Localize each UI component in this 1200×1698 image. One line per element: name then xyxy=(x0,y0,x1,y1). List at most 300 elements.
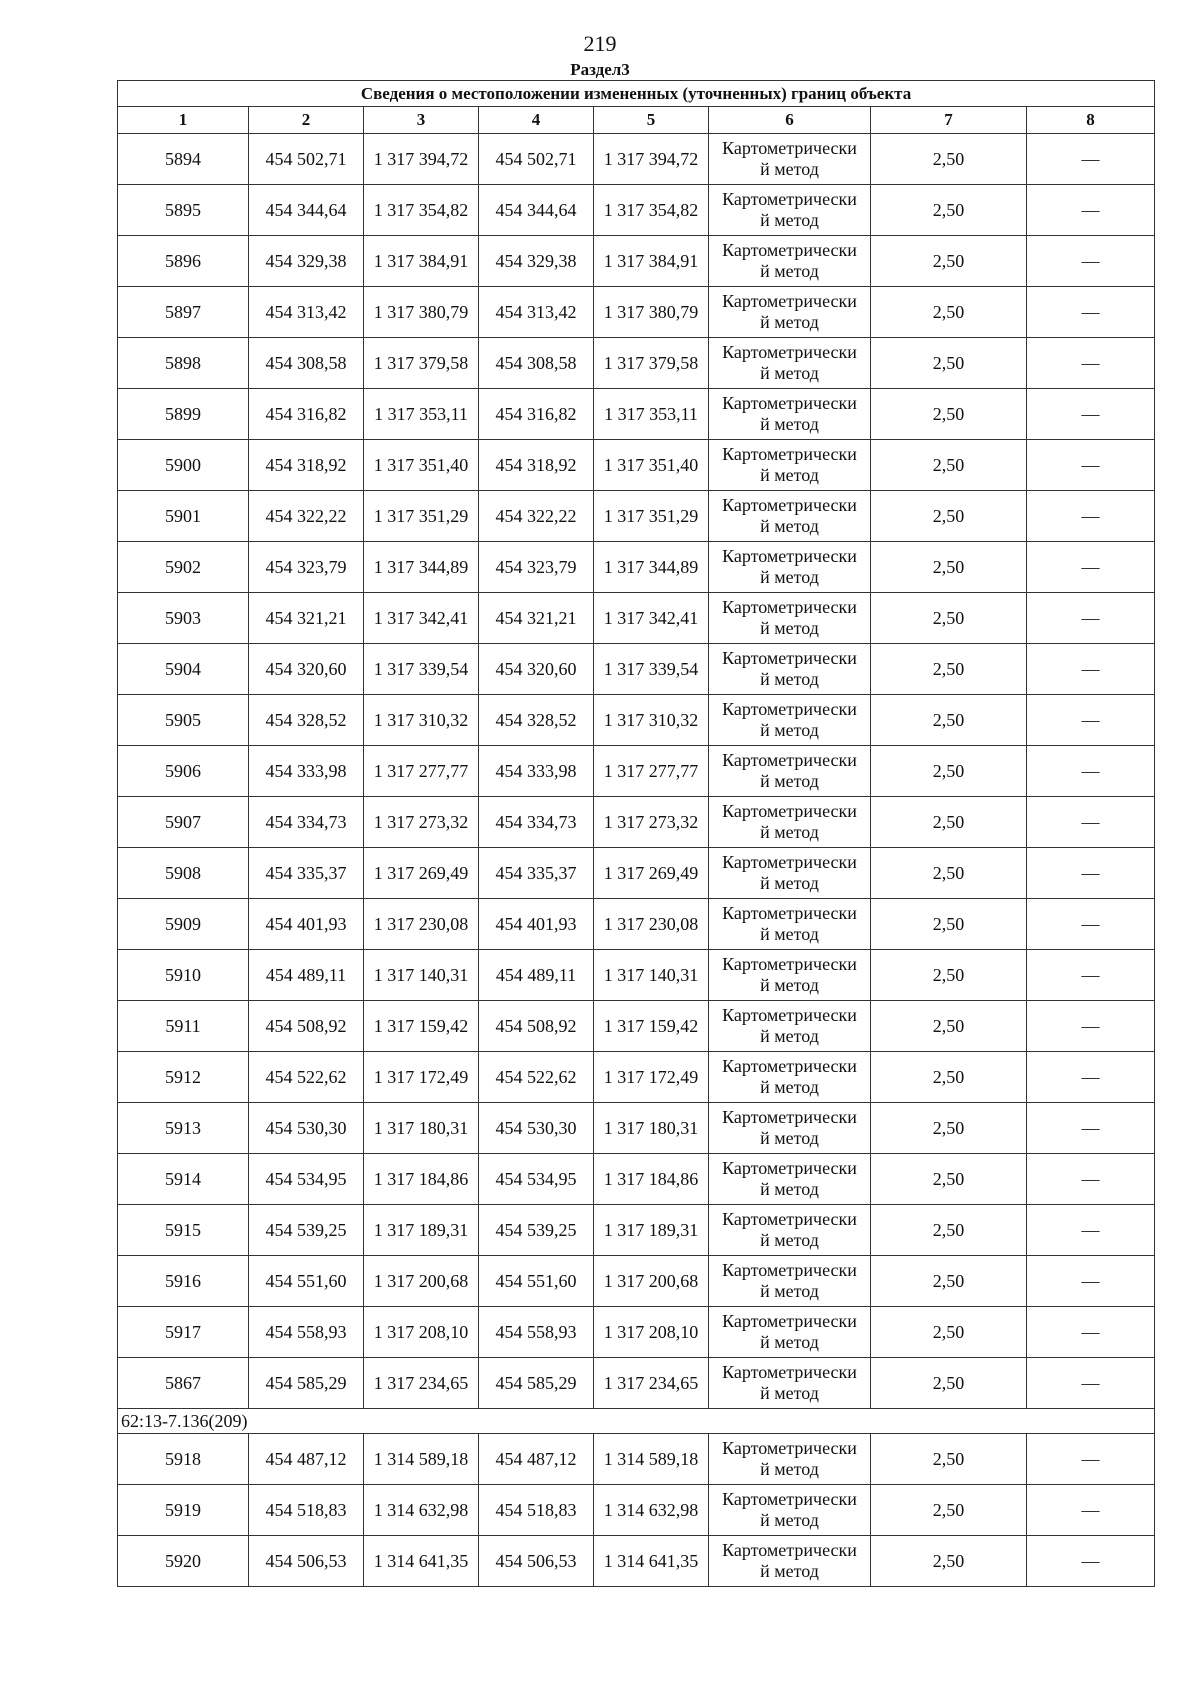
table-row xyxy=(118,644,1155,695)
method-line: Картометрически xyxy=(722,801,857,821)
group-label: 62:13-7.136(209) xyxy=(118,1409,1155,1434)
table-row xyxy=(118,1485,1155,1536)
point-number-cell: 5904 xyxy=(118,644,249,695)
y-existing-cell: 1 317 189,31 xyxy=(364,1205,479,1256)
x-new-cell: 454 530,30 xyxy=(479,1103,594,1154)
method-line: й метод xyxy=(760,1510,819,1530)
method-cell xyxy=(709,287,871,338)
method-line: й метод xyxy=(760,1332,819,1352)
method-line: Картометрически xyxy=(722,1438,857,1458)
x-new-cell: 454 585,29 xyxy=(479,1358,594,1409)
point-number-cell: 5902 xyxy=(118,542,249,593)
x-new-cell: 454 320,60 xyxy=(479,644,594,695)
x-new-cell: 454 329,38 xyxy=(479,236,594,287)
method-line: й метод xyxy=(760,414,819,434)
note-cell: — xyxy=(1027,440,1155,491)
accuracy-cell: 2,50 xyxy=(871,236,1027,287)
note-cell: — xyxy=(1027,746,1155,797)
y-existing-cell: 1 317 380,79 xyxy=(364,287,479,338)
method-line: Картометрически xyxy=(722,1209,857,1229)
table-row xyxy=(118,1052,1155,1103)
x-existing-cell: 454 329,38 xyxy=(249,236,364,287)
x-existing-cell: 454 344,64 xyxy=(249,185,364,236)
x-new-cell: 454 508,92 xyxy=(479,1001,594,1052)
x-existing-cell: 454 320,60 xyxy=(249,644,364,695)
method-line: Картометрически xyxy=(722,954,857,974)
table-caption: Сведения о местоположении измененных (уточненных) границ объекта xyxy=(118,81,1155,107)
accuracy-cell: 2,50 xyxy=(871,1256,1027,1307)
table-row xyxy=(118,1103,1155,1154)
y-new-cell: 1 317 310,32 xyxy=(594,695,709,746)
x-existing-cell: 454 502,71 xyxy=(249,134,364,185)
method-line: й метод xyxy=(760,1230,819,1250)
method-line: Картометрически xyxy=(722,1489,857,1509)
y-existing-cell: 1 317 230,08 xyxy=(364,899,479,950)
method-line: Картометрически xyxy=(722,750,857,770)
table-row xyxy=(118,338,1155,389)
x-new-cell: 454 335,37 xyxy=(479,848,594,899)
note-cell: — xyxy=(1027,287,1155,338)
method-line: й метод xyxy=(760,210,819,230)
method-line: Картометрически xyxy=(722,342,857,362)
x-existing-cell: 454 489,11 xyxy=(249,950,364,1001)
note-cell: — xyxy=(1027,1103,1155,1154)
y-existing-cell: 1 317 354,82 xyxy=(364,185,479,236)
point-number-cell: 5918 xyxy=(118,1434,249,1485)
note-cell: — xyxy=(1027,389,1155,440)
point-number-cell: 5909 xyxy=(118,899,249,950)
point-number-cell: 5920 xyxy=(118,1536,249,1587)
x-existing-cell: 454 551,60 xyxy=(249,1256,364,1307)
point-number-cell: 5914 xyxy=(118,1154,249,1205)
table-row xyxy=(118,899,1155,950)
method-line: й метод xyxy=(760,567,819,587)
y-new-cell: 1 317 380,79 xyxy=(594,287,709,338)
y-new-cell: 1 317 344,89 xyxy=(594,542,709,593)
y-existing-cell: 1 314 632,98 xyxy=(364,1485,479,1536)
method-line: Картометрически xyxy=(722,1005,857,1025)
x-existing-cell: 454 316,82 xyxy=(249,389,364,440)
method-line: Картометрически xyxy=(722,1056,857,1076)
y-new-cell: 1 314 632,98 xyxy=(594,1485,709,1536)
x-new-cell: 454 313,42 xyxy=(479,287,594,338)
method-cell xyxy=(709,899,871,950)
x-new-cell: 454 334,73 xyxy=(479,797,594,848)
y-existing-cell: 1 317 277,77 xyxy=(364,746,479,797)
accuracy-cell: 2,50 xyxy=(871,746,1027,797)
y-existing-cell: 1 317 310,32 xyxy=(364,695,479,746)
method-line: й метод xyxy=(760,822,819,842)
y-existing-cell: 1 317 342,41 xyxy=(364,593,479,644)
point-number-cell: 5910 xyxy=(118,950,249,1001)
method-line: й метод xyxy=(760,516,819,536)
table-row xyxy=(118,848,1155,899)
method-line: й метод xyxy=(760,1077,819,1097)
y-new-cell: 1 317 277,77 xyxy=(594,746,709,797)
column-number: 4 xyxy=(479,107,594,134)
method-cell xyxy=(709,746,871,797)
method-line: Картометрически xyxy=(722,393,857,413)
point-number-cell: 5899 xyxy=(118,389,249,440)
method-line: й метод xyxy=(760,261,819,281)
method-line: Картометрически xyxy=(722,1158,857,1178)
column-number: 8 xyxy=(1027,107,1155,134)
method-cell xyxy=(709,593,871,644)
table-row xyxy=(118,1154,1155,1205)
y-existing-cell: 1 317 339,54 xyxy=(364,644,479,695)
method-cell xyxy=(709,1536,871,1587)
x-new-cell: 454 518,83 xyxy=(479,1485,594,1536)
x-new-cell: 454 551,60 xyxy=(479,1256,594,1307)
x-existing-cell: 454 539,25 xyxy=(249,1205,364,1256)
note-cell: — xyxy=(1027,185,1155,236)
method-line: й метод xyxy=(760,1281,819,1301)
point-number-cell: 5915 xyxy=(118,1205,249,1256)
x-existing-cell: 454 508,92 xyxy=(249,1001,364,1052)
point-number-cell: 5912 xyxy=(118,1052,249,1103)
point-number-cell: 5908 xyxy=(118,848,249,899)
y-existing-cell: 1 317 172,49 xyxy=(364,1052,479,1103)
method-line: Картометрически xyxy=(722,546,857,566)
table-row xyxy=(118,1307,1155,1358)
accuracy-cell: 2,50 xyxy=(871,899,1027,950)
y-new-cell: 1 317 351,40 xyxy=(594,440,709,491)
note-cell: — xyxy=(1027,134,1155,185)
accuracy-cell: 2,50 xyxy=(871,389,1027,440)
method-line: й метод xyxy=(760,1179,819,1199)
y-existing-cell: 1 317 200,68 xyxy=(364,1256,479,1307)
method-cell xyxy=(709,491,871,542)
y-existing-cell: 1 317 379,58 xyxy=(364,338,479,389)
y-existing-cell: 1 317 351,40 xyxy=(364,440,479,491)
method-line: Картометрически xyxy=(722,699,857,719)
accuracy-cell: 2,50 xyxy=(871,950,1027,1001)
point-number-cell: 5895 xyxy=(118,185,249,236)
method-line: Картометрически xyxy=(722,1107,857,1127)
method-cell xyxy=(709,1205,871,1256)
x-existing-cell: 454 323,79 xyxy=(249,542,364,593)
method-cell xyxy=(709,389,871,440)
note-cell: — xyxy=(1027,1256,1155,1307)
point-number-cell: 5896 xyxy=(118,236,249,287)
y-existing-cell: 1 317 159,42 xyxy=(364,1001,479,1052)
accuracy-cell: 2,50 xyxy=(871,1536,1027,1587)
method-cell xyxy=(709,1307,871,1358)
y-existing-cell: 1 317 180,31 xyxy=(364,1103,479,1154)
method-line: й метод xyxy=(760,873,819,893)
column-number: 5 xyxy=(594,107,709,134)
x-existing-cell: 454 334,73 xyxy=(249,797,364,848)
y-new-cell: 1 317 354,82 xyxy=(594,185,709,236)
page-number: 219 xyxy=(583,31,617,56)
method-cell xyxy=(709,1154,871,1205)
table-row xyxy=(118,236,1155,287)
y-new-cell: 1 317 394,72 xyxy=(594,134,709,185)
x-existing-cell: 454 534,95 xyxy=(249,1154,364,1205)
x-new-cell: 454 323,79 xyxy=(479,542,594,593)
table-row xyxy=(118,1205,1155,1256)
x-existing-cell: 454 506,53 xyxy=(249,1536,364,1587)
accuracy-cell: 2,50 xyxy=(871,1052,1027,1103)
section-title: Раздел3 xyxy=(570,60,630,79)
y-existing-cell: 1 317 234,65 xyxy=(364,1358,479,1409)
method-cell xyxy=(709,1434,871,1485)
method-cell xyxy=(709,1052,871,1103)
x-existing-cell: 454 313,42 xyxy=(249,287,364,338)
method-line: й метод xyxy=(760,771,819,791)
x-existing-cell: 454 585,29 xyxy=(249,1358,364,1409)
accuracy-cell: 2,50 xyxy=(871,1358,1027,1409)
x-existing-cell: 454 335,37 xyxy=(249,848,364,899)
method-line: й метод xyxy=(760,465,819,485)
note-cell: — xyxy=(1027,1307,1155,1358)
accuracy-cell: 2,50 xyxy=(871,491,1027,542)
y-existing-cell: 1 317 273,32 xyxy=(364,797,479,848)
y-new-cell: 1 317 184,86 xyxy=(594,1154,709,1205)
y-existing-cell: 1 317 208,10 xyxy=(364,1307,479,1358)
note-cell: — xyxy=(1027,848,1155,899)
method-line: Картометрически xyxy=(722,1540,857,1560)
note-cell: — xyxy=(1027,695,1155,746)
method-cell xyxy=(709,950,871,1001)
table-row xyxy=(118,1256,1155,1307)
x-existing-cell: 454 518,83 xyxy=(249,1485,364,1536)
method-line: й метод xyxy=(760,975,819,995)
method-line: й метод xyxy=(760,1561,819,1581)
accuracy-cell: 2,50 xyxy=(871,1205,1027,1256)
accuracy-cell: 2,50 xyxy=(871,1001,1027,1052)
point-number-cell: 5919 xyxy=(118,1485,249,1536)
method-line: Картометрически xyxy=(722,189,857,209)
y-existing-cell: 1 314 589,18 xyxy=(364,1434,479,1485)
table-body xyxy=(118,134,1155,1587)
table-row xyxy=(118,134,1155,185)
accuracy-cell: 2,50 xyxy=(871,185,1027,236)
y-new-cell: 1 317 269,49 xyxy=(594,848,709,899)
x-existing-cell: 454 321,21 xyxy=(249,593,364,644)
method-line: й метод xyxy=(760,159,819,179)
point-number-cell: 5867 xyxy=(118,1358,249,1409)
method-line: й метод xyxy=(760,669,819,689)
column-number: 3 xyxy=(364,107,479,134)
method-cell xyxy=(709,440,871,491)
table-row xyxy=(118,1434,1155,1485)
accuracy-cell: 2,50 xyxy=(871,848,1027,899)
y-existing-cell: 1 317 344,89 xyxy=(364,542,479,593)
note-cell: — xyxy=(1027,236,1155,287)
table-row xyxy=(118,1536,1155,1587)
x-existing-cell: 454 522,62 xyxy=(249,1052,364,1103)
table-row xyxy=(118,1001,1155,1052)
method-cell xyxy=(709,185,871,236)
table-row xyxy=(118,1358,1155,1409)
x-new-cell: 454 318,92 xyxy=(479,440,594,491)
note-cell: — xyxy=(1027,1434,1155,1485)
table-row xyxy=(118,542,1155,593)
note-cell: — xyxy=(1027,542,1155,593)
point-number-cell: 5917 xyxy=(118,1307,249,1358)
method-line: Картометрически xyxy=(722,444,857,464)
accuracy-cell: 2,50 xyxy=(871,440,1027,491)
x-new-cell: 454 322,22 xyxy=(479,491,594,542)
table-row xyxy=(118,950,1155,1001)
point-number-cell: 5901 xyxy=(118,491,249,542)
x-new-cell: 454 344,64 xyxy=(479,185,594,236)
method-cell xyxy=(709,1256,871,1307)
method-line: Картометрически xyxy=(722,648,857,668)
y-new-cell: 1 317 140,31 xyxy=(594,950,709,1001)
coordinates-table xyxy=(117,80,1155,1587)
y-new-cell: 1 317 273,32 xyxy=(594,797,709,848)
y-new-cell: 1 317 208,10 xyxy=(594,1307,709,1358)
table-row xyxy=(118,185,1155,236)
y-new-cell: 1 317 234,65 xyxy=(594,1358,709,1409)
method-line: Картометрически xyxy=(722,1311,857,1331)
y-new-cell: 1 317 230,08 xyxy=(594,899,709,950)
x-existing-cell: 454 530,30 xyxy=(249,1103,364,1154)
method-line: Картометрически xyxy=(722,903,857,923)
note-cell: — xyxy=(1027,1052,1155,1103)
point-number-cell: 5911 xyxy=(118,1001,249,1052)
accuracy-cell: 2,50 xyxy=(871,542,1027,593)
method-line: й метод xyxy=(760,1459,819,1479)
x-new-cell: 454 489,11 xyxy=(479,950,594,1001)
y-existing-cell: 1 317 394,72 xyxy=(364,134,479,185)
column-number-row xyxy=(118,107,1155,134)
accuracy-cell: 2,50 xyxy=(871,1434,1027,1485)
y-existing-cell: 1 317 351,29 xyxy=(364,491,479,542)
method-cell xyxy=(709,1485,871,1536)
note-cell: — xyxy=(1027,950,1155,1001)
x-new-cell: 454 539,25 xyxy=(479,1205,594,1256)
method-line: й метод xyxy=(760,1383,819,1403)
y-new-cell: 1 317 172,49 xyxy=(594,1052,709,1103)
x-existing-cell: 454 308,58 xyxy=(249,338,364,389)
x-new-cell: 454 506,53 xyxy=(479,1536,594,1587)
note-cell: — xyxy=(1027,1358,1155,1409)
accuracy-cell: 2,50 xyxy=(871,338,1027,389)
accuracy-cell: 2,50 xyxy=(871,1307,1027,1358)
accuracy-cell: 2,50 xyxy=(871,644,1027,695)
y-existing-cell: 1 317 353,11 xyxy=(364,389,479,440)
method-line: й метод xyxy=(760,1128,819,1148)
point-number-cell: 5894 xyxy=(118,134,249,185)
table-row xyxy=(118,593,1155,644)
x-existing-cell: 454 322,22 xyxy=(249,491,364,542)
method-cell xyxy=(709,1001,871,1052)
x-existing-cell: 454 487,12 xyxy=(249,1434,364,1485)
y-new-cell: 1 317 189,31 xyxy=(594,1205,709,1256)
table-row xyxy=(118,287,1155,338)
point-number-cell: 5907 xyxy=(118,797,249,848)
note-cell: — xyxy=(1027,797,1155,848)
point-number-cell: 5913 xyxy=(118,1103,249,1154)
accuracy-cell: 2,50 xyxy=(871,287,1027,338)
accuracy-cell: 2,50 xyxy=(871,134,1027,185)
group-row xyxy=(118,1409,1155,1434)
method-cell xyxy=(709,134,871,185)
method-line: Картометрически xyxy=(722,852,857,872)
x-new-cell: 454 502,71 xyxy=(479,134,594,185)
method-line: й метод xyxy=(760,1026,819,1046)
x-new-cell: 454 328,52 xyxy=(479,695,594,746)
point-number-cell: 5903 xyxy=(118,593,249,644)
x-new-cell: 454 401,93 xyxy=(479,899,594,950)
method-line: Картометрически xyxy=(722,495,857,515)
method-cell xyxy=(709,1103,871,1154)
accuracy-cell: 2,50 xyxy=(871,1485,1027,1536)
x-new-cell: 454 487,12 xyxy=(479,1434,594,1485)
column-number: 6 xyxy=(709,107,871,134)
table-row xyxy=(118,440,1155,491)
table-row xyxy=(118,746,1155,797)
y-existing-cell: 1 317 384,91 xyxy=(364,236,479,287)
y-new-cell: 1 317 159,42 xyxy=(594,1001,709,1052)
accuracy-cell: 2,50 xyxy=(871,797,1027,848)
accuracy-cell: 2,50 xyxy=(871,593,1027,644)
note-cell: — xyxy=(1027,1001,1155,1052)
method-cell xyxy=(709,1358,871,1409)
method-cell xyxy=(709,695,871,746)
x-existing-cell: 454 401,93 xyxy=(249,899,364,950)
column-number: 1 xyxy=(118,107,249,134)
method-cell xyxy=(709,338,871,389)
method-line: Картометрически xyxy=(722,291,857,311)
y-existing-cell: 1 314 641,35 xyxy=(364,1536,479,1587)
note-cell: — xyxy=(1027,338,1155,389)
x-new-cell: 454 321,21 xyxy=(479,593,594,644)
y-existing-cell: 1 317 269,49 xyxy=(364,848,479,899)
table-row xyxy=(118,695,1155,746)
x-new-cell: 454 308,58 xyxy=(479,338,594,389)
method-line: й метод xyxy=(760,924,819,944)
method-line: й метод xyxy=(760,363,819,383)
note-cell: — xyxy=(1027,1205,1155,1256)
accuracy-cell: 2,50 xyxy=(871,695,1027,746)
y-existing-cell: 1 317 140,31 xyxy=(364,950,479,1001)
method-line: Картометрически xyxy=(722,597,857,617)
point-number-cell: 5906 xyxy=(118,746,249,797)
point-number-cell: 5905 xyxy=(118,695,249,746)
table-row xyxy=(118,797,1155,848)
x-existing-cell: 454 558,93 xyxy=(249,1307,364,1358)
note-cell: — xyxy=(1027,644,1155,695)
table-row xyxy=(118,491,1155,542)
y-new-cell: 1 317 339,54 xyxy=(594,644,709,695)
point-number-cell: 5900 xyxy=(118,440,249,491)
method-line: Картометрически xyxy=(722,240,857,260)
method-cell xyxy=(709,797,871,848)
x-new-cell: 454 522,62 xyxy=(479,1052,594,1103)
accuracy-cell: 2,50 xyxy=(871,1103,1027,1154)
y-new-cell: 1 314 641,35 xyxy=(594,1536,709,1587)
note-cell: — xyxy=(1027,593,1155,644)
note-cell: — xyxy=(1027,1536,1155,1587)
x-existing-cell: 454 333,98 xyxy=(249,746,364,797)
y-new-cell: 1 317 384,91 xyxy=(594,236,709,287)
column-number: 7 xyxy=(871,107,1027,134)
method-cell xyxy=(709,236,871,287)
point-number-cell: 5898 xyxy=(118,338,249,389)
method-line: Картометрически xyxy=(722,1362,857,1382)
method-line: Картометрически xyxy=(722,1260,857,1280)
table-row xyxy=(118,389,1155,440)
note-cell: — xyxy=(1027,1485,1155,1536)
y-new-cell: 1 317 200,68 xyxy=(594,1256,709,1307)
accuracy-cell: 2,50 xyxy=(871,1154,1027,1205)
x-new-cell: 454 534,95 xyxy=(479,1154,594,1205)
y-existing-cell: 1 317 184,86 xyxy=(364,1154,479,1205)
